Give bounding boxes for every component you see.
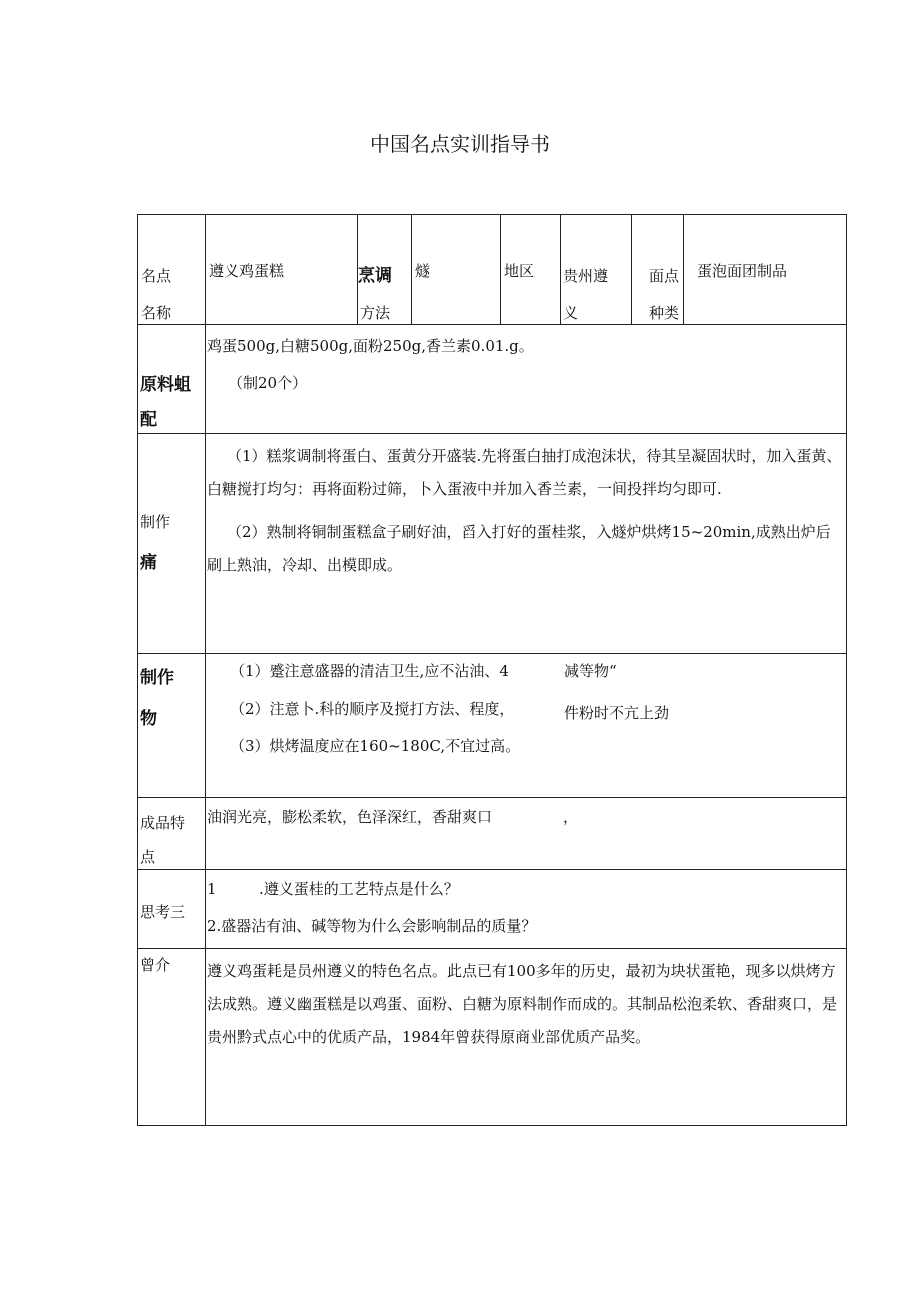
region-value: 贵州遵 bbox=[563, 267, 609, 285]
label-column-divider bbox=[205, 215, 206, 1125]
question-1: .遵义蛋桂的工艺特点是什么？ bbox=[259, 880, 459, 898]
column-divider bbox=[411, 215, 412, 324]
document-title: 中国名点实训指导书 bbox=[370, 132, 550, 156]
features-mark: ， bbox=[563, 808, 579, 826]
notes-item-2: （2）注意卜.科的顺序及搅打方法、程度， bbox=[230, 700, 515, 718]
ingredients-text: 鸡蛋500g,白糖500g,面粉250g,香兰素0.01.g。 bbox=[207, 337, 534, 355]
intro-label: 曾介 bbox=[140, 956, 171, 974]
process-step-2: （2）熟制将铜制蛋糕盒子刷好油，舀入打好的蛋桂浆，入燧炉烘烤15~20min,成熟出炉后刷上熟油，冷却、出模即成。 bbox=[207, 523, 831, 574]
type-value: 蛋泡面团制品 bbox=[697, 262, 788, 280]
notes-label: 物 bbox=[140, 709, 157, 729]
method-label: 烹调 bbox=[358, 266, 392, 286]
row-divider bbox=[138, 324, 846, 325]
features-text: 油润光亮，膨松柔软，色泽深红，香甜爽口 bbox=[207, 808, 493, 826]
notes-label: 制作 bbox=[140, 668, 174, 688]
column-divider bbox=[631, 215, 632, 324]
row-divider bbox=[138, 948, 846, 949]
questions-label: 思考三 bbox=[140, 903, 186, 921]
process-label: 制作 bbox=[140, 513, 171, 531]
row-divider bbox=[138, 797, 846, 798]
notes-item-1-tail: 减等物“ bbox=[564, 662, 617, 680]
ingredients-label: 配 bbox=[140, 410, 157, 430]
notes-item-1: （1）蹙注意盛器的清洁卫生,应不沾油、4 bbox=[230, 662, 509, 680]
question-2: 2.盛器沾有油、碱等物为什么会影响制品的质量？ bbox=[207, 917, 537, 935]
ingredients-label: 原料蛆 bbox=[140, 375, 191, 395]
recipe-table bbox=[137, 214, 847, 1126]
features-label: 成品特 bbox=[140, 814, 186, 832]
region-label: 地区 bbox=[504, 262, 535, 280]
name-label: 名点 bbox=[141, 267, 172, 285]
column-divider bbox=[560, 215, 561, 324]
notes-item-3: （3）烘烤温度应在160~180C,不宜过高。 bbox=[230, 737, 521, 755]
type-label: 面点 bbox=[649, 267, 680, 285]
ingredients-note: （制20个） bbox=[228, 374, 308, 392]
column-divider bbox=[683, 215, 684, 324]
features-label: 点 bbox=[140, 848, 156, 866]
row-divider bbox=[138, 653, 846, 654]
name-label: 名称 bbox=[141, 304, 172, 322]
process-label: 痛 bbox=[140, 553, 157, 573]
intro-text: 遵义鸡蛋耗是员州遵义的特色名点。此点已有100多年的历史，最初为块状蛋艳，现多以烘烤方法成熟。遵义幽蛋糕是以鸡蛋、面粉、白糖为原料制作而成的。其制品松泡柔软、香甜爽口，是贵州黔式点心中的优质产品，1984年曾获得原商业部优质产品奖。 bbox=[207, 962, 838, 1046]
type-label: 种类 bbox=[649, 304, 680, 322]
method-value: 燧 bbox=[415, 262, 431, 280]
question-1-number: 1 bbox=[207, 880, 217, 898]
method-label: 方法 bbox=[360, 304, 391, 322]
region-value: 义 bbox=[563, 304, 579, 322]
process-step-1: （1）糕浆调制将蛋白、蛋黄分开盛装.先将蛋白抽打成泡沫状，待其呈凝固状时，加入蛋黄、白糖搅打均匀：再将面粉过筛，卜入蛋液中并加入香兰素，一间投拌均匀即可. bbox=[207, 447, 842, 498]
column-divider bbox=[500, 215, 501, 324]
row-divider bbox=[138, 433, 846, 434]
name-value: 遵义鸡蛋糕 bbox=[209, 262, 285, 280]
notes-item-2-tail: 件粉时不亢上劲 bbox=[564, 704, 670, 722]
row-divider bbox=[138, 869, 846, 870]
